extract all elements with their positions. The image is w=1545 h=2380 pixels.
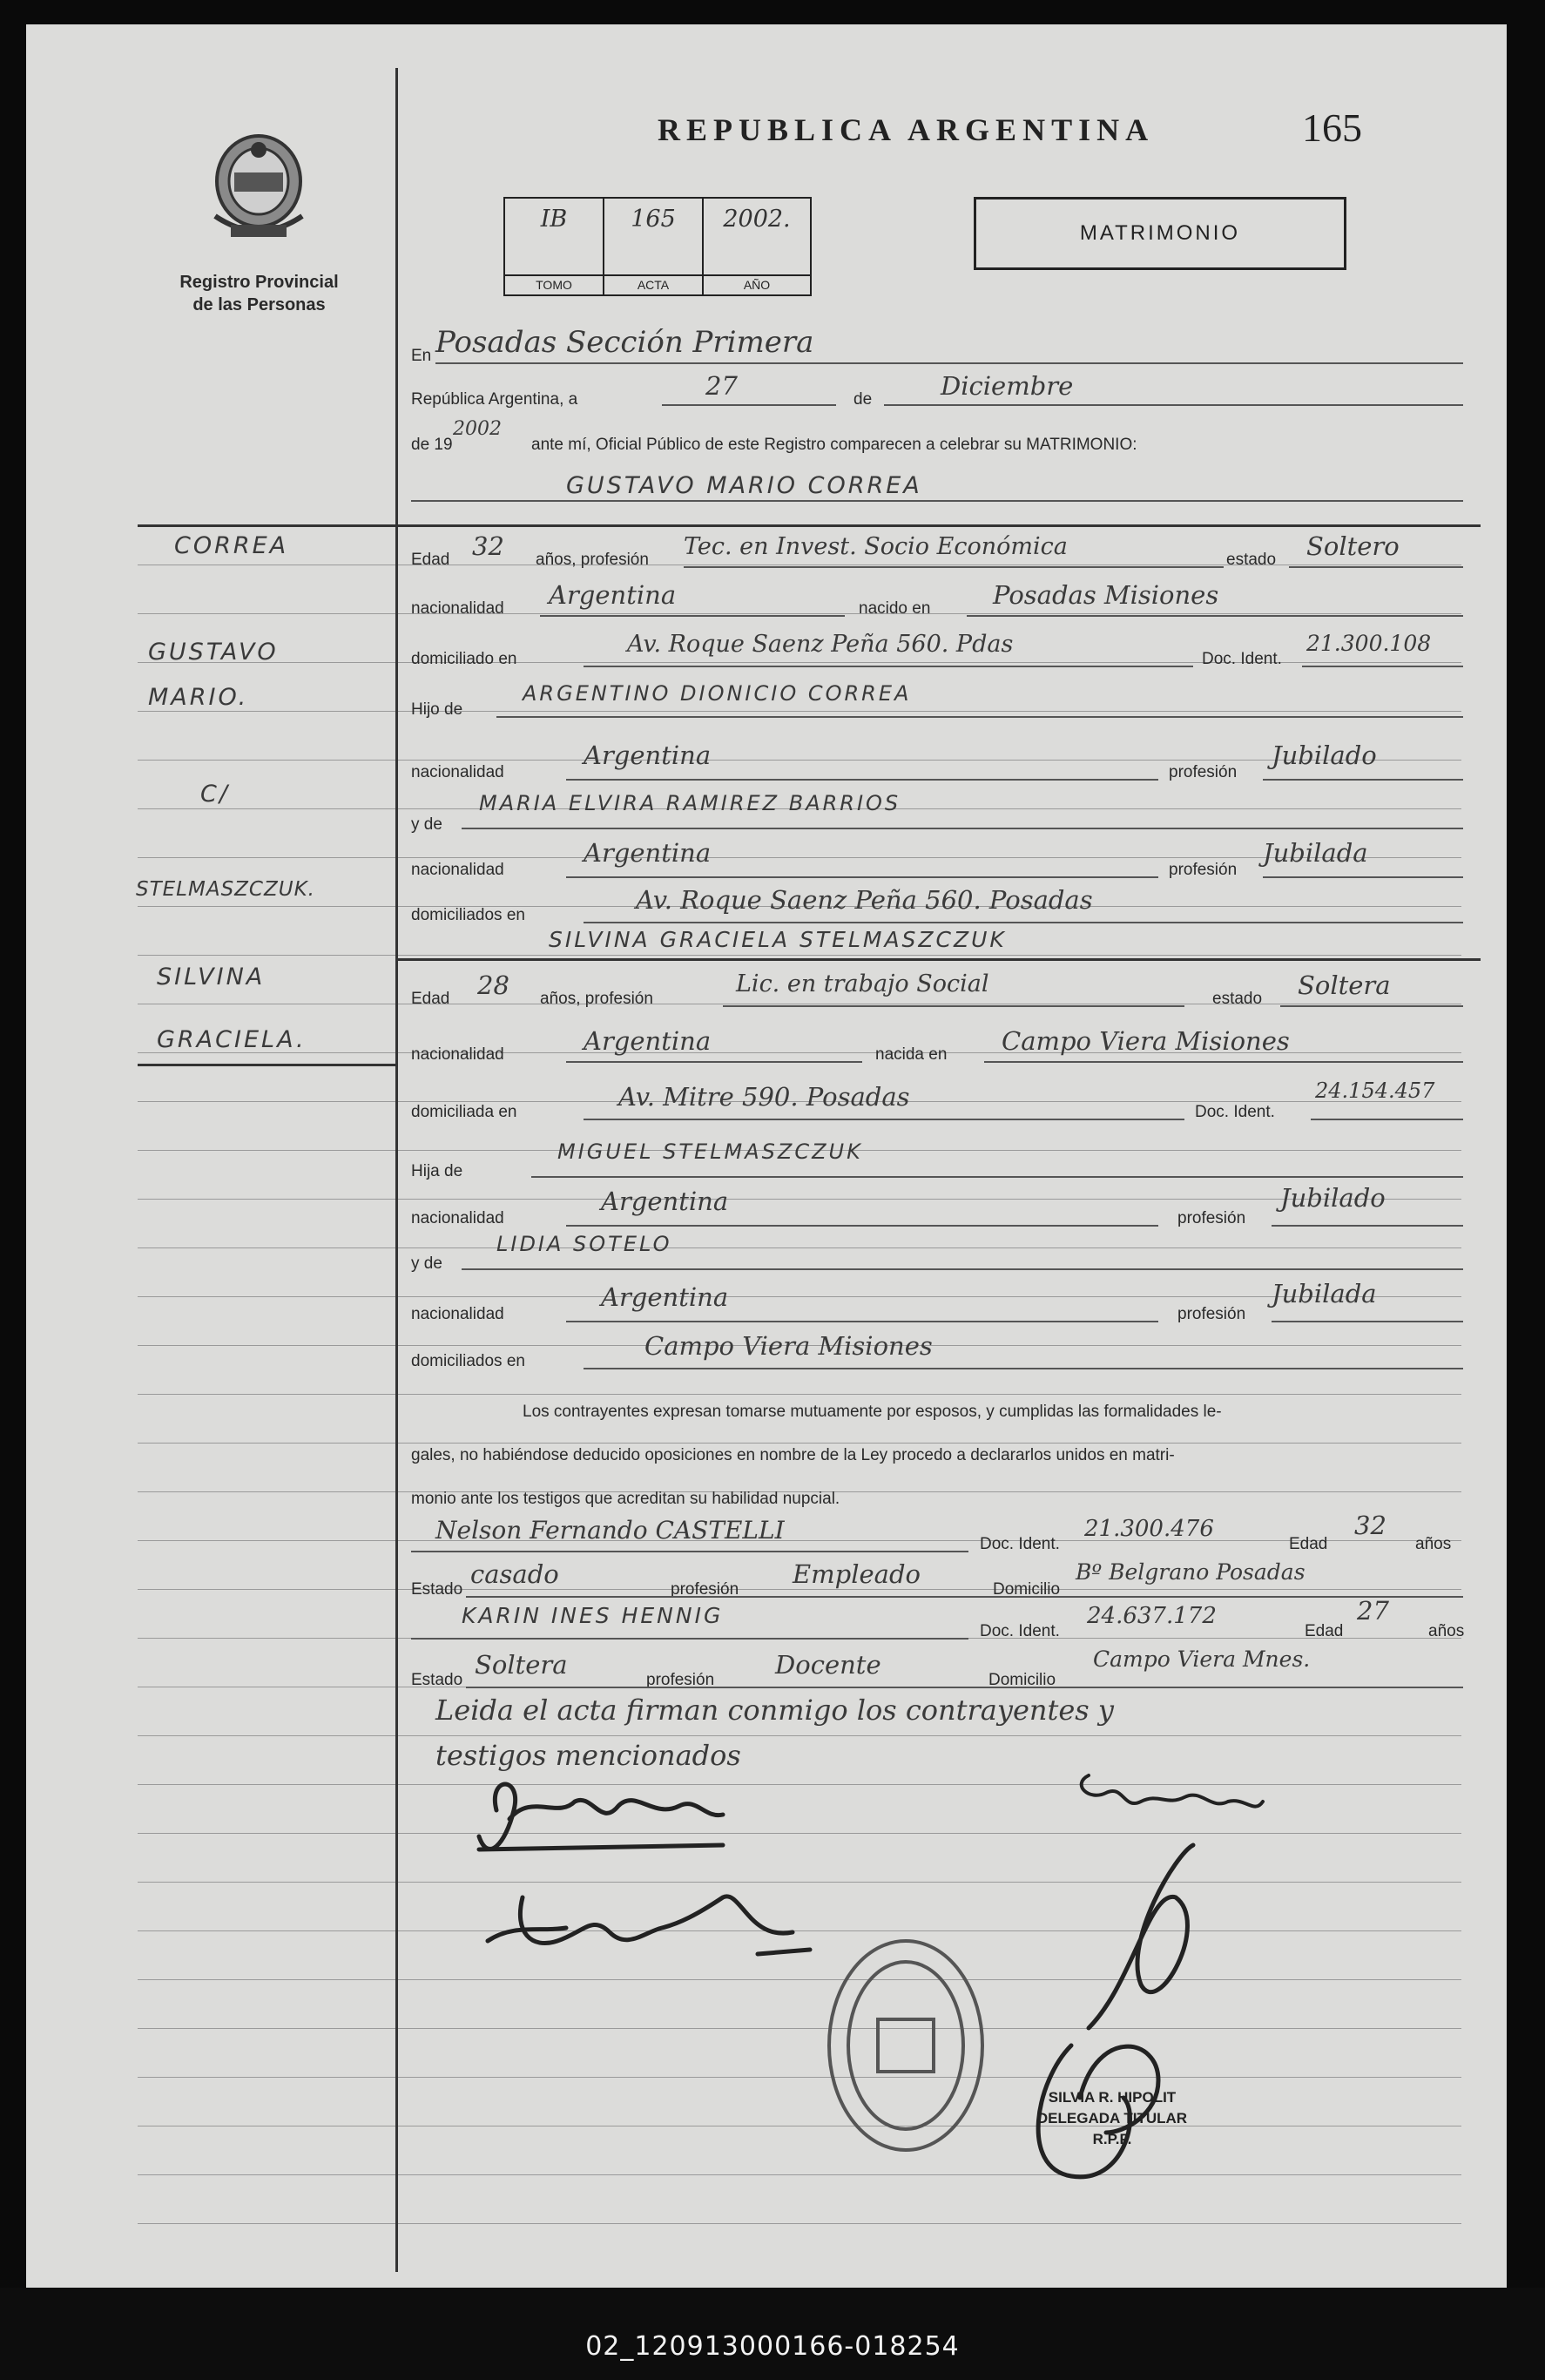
bride-doc-underline: [1311, 1119, 1463, 1120]
groom-father: ARGENTINO DIONICIO CORREA: [523, 681, 912, 706]
bride-birthplace-underline: [984, 1061, 1463, 1063]
groom-father-underline: [496, 716, 1463, 718]
year-value: 2002: [453, 418, 502, 440]
bride-estado: Soltera: [1298, 970, 1391, 1000]
ruled-line: [138, 1589, 1461, 1590]
declaration-line-3: monio ante los testigos que acreditan su habilidad nupcial.: [411, 1490, 840, 1508]
declaration-line-2: gales, no habiéndose deducido oposiciones en nombre de la Ley procedo a declararlos unidos en matri-: [411, 1446, 1175, 1464]
groom-domicilio-label: domiciliado en: [411, 650, 517, 668]
republica-label: República Argentina, a: [411, 390, 578, 409]
bride-estado-label: estado: [1212, 990, 1263, 1008]
de-label: de: [853, 390, 873, 409]
margin-surname-groom: CORREA: [174, 532, 289, 559]
acta-cell: [604, 199, 704, 294]
coat-of-arms-icon: [205, 131, 314, 253]
witness-1-edad-label: Edad: [1289, 1535, 1328, 1553]
ruled-line: [138, 1443, 1461, 1444]
bride-mother-profession: Jubilada: [1272, 1279, 1377, 1308]
groom-parents-dom-label: domiciliados en: [411, 906, 525, 924]
groom-name-underline: [411, 500, 1463, 502]
groom-father-prof-underline: [1263, 779, 1463, 781]
signature-groom: [479, 1784, 723, 1849]
groom-parents-address: Av. Roque Saenz Peña 560. Posadas: [636, 885, 1093, 915]
bride-hija-label: Hija de: [411, 1162, 463, 1180]
acta-label: ACTA: [604, 274, 702, 292]
bride-father-underline: [531, 1176, 1463, 1178]
place-underline: [435, 362, 1463, 364]
ruled-line: [138, 1540, 1461, 1541]
section-line-bride: [395, 958, 1481, 961]
closing-line-2: testigos mencionados: [435, 1739, 741, 1772]
ruled-line: [138, 711, 1461, 712]
witness-1-anos-label: años: [1415, 1535, 1452, 1553]
ruled-line: [138, 1199, 1461, 1200]
witness-1-name: Nelson Fernando CASTELLI: [435, 1516, 785, 1545]
groom-doc: 21.300.108: [1306, 631, 1432, 656]
groom-mother-nat-label: nacionalidad: [411, 861, 504, 879]
groom-father-nationality: Argentina: [584, 740, 712, 770]
witness-1-estado-label: Estado: [411, 1580, 463, 1599]
bride-y-de-label: y de: [411, 1254, 442, 1273]
bride-father-prof-underline: [1272, 1225, 1463, 1227]
margin-box-bottom: [138, 1064, 395, 1066]
witness-2-anos-label: años: [1428, 1622, 1465, 1640]
groom-hijo-label: Hijo de: [411, 700, 463, 719]
witness-2-details-underline: [466, 1687, 1463, 1688]
bride-doc: 24.154.457: [1315, 1078, 1435, 1103]
official-stamp-office: R.P.P.: [1092, 2131, 1132, 2147]
section-line-groom: [395, 524, 1481, 527]
witness-1-profession: Empleado: [793, 1559, 921, 1589]
bride-nacida-label: nacida en: [875, 1045, 948, 1064]
margin-firstname-bride: SILVINA: [157, 963, 266, 991]
signature-bride: [488, 1897, 810, 1954]
place-value: Posadas Sección Primera: [435, 325, 814, 360]
groom-mother: MARIA ELVIRA RAMIREZ BARRIOS: [479, 791, 901, 815]
bride-parents-address: Campo Viera Misiones: [644, 1331, 933, 1361]
record-reference-box: [503, 197, 812, 296]
official-stamp: [1021, 2087, 1204, 2150]
tomo-value: IB: [540, 206, 568, 233]
signature-witness-1: [1082, 1775, 1263, 1807]
groom-estado-label: estado: [1226, 551, 1277, 569]
official-stamp-name: SILVIA R. HIPOLIT: [1048, 2089, 1177, 2106]
groom-nationality: Argentina: [549, 580, 677, 610]
groom-y-de-label: y de: [411, 815, 442, 834]
scan-caption: 02_120913000166-018254: [585, 2331, 960, 2362]
groom-mother-prof-underline: [1263, 876, 1463, 878]
year-prefix-label: de 19: [411, 436, 453, 454]
signatures-area: [462, 1767, 1507, 2255]
groom-address-underline: [584, 666, 1193, 667]
witness-1-address: Bº Belgrano Posadas: [1076, 1559, 1305, 1585]
groom-birthplace-underline: [967, 615, 1463, 617]
groom-profesion-label: años, profesión: [536, 551, 649, 569]
ante-text: ante mí, Oficial Público de este Registro comparecen a celebrar su MATRIMONIO:: [531, 436, 1137, 454]
day-underline: [662, 404, 836, 406]
acta-value: 165: [631, 206, 676, 233]
declaration-line-1: Los contrayentes expresan tomarse mutuamente por esposos, y cumplidas las formalidades le-: [523, 1403, 1222, 1421]
bride-domicilio-label: domiciliada en: [411, 1103, 517, 1121]
witness-2-estado-label: Estado: [411, 1671, 463, 1689]
ruled-line: [138, 1735, 1461, 1736]
witness-1-profesion-label: profesión: [671, 1580, 739, 1599]
bride-father-nationality: Argentina: [601, 1187, 729, 1216]
country-title: REPUBLICA ARGENTINA: [658, 112, 1155, 147]
record-type-box: MATRIMONIO: [974, 197, 1346, 270]
bride-father-nat-underline: [566, 1225, 1158, 1227]
bride-edad-label: Edad: [411, 990, 450, 1008]
witness-2-doc: 24.637.172: [1087, 1603, 1217, 1629]
witness-2-name: KARIN INES HENNIG: [462, 1603, 724, 1628]
day-value: 27: [705, 371, 738, 401]
groom-nacido-label: nacido en: [859, 599, 931, 618]
bride-mother-nationality: Argentina: [601, 1282, 729, 1312]
witness-1-estado: casado: [470, 1559, 559, 1589]
margin-firstname-groom: GUSTAVO: [148, 639, 279, 666]
bride-father-prof-label: profesión: [1177, 1209, 1246, 1227]
groom-profession-underline: [684, 566, 1224, 568]
ruled-line: [138, 1247, 1461, 1248]
bride-mother-nat-underline: [566, 1321, 1158, 1322]
anio-value: 2002.: [723, 206, 791, 233]
margin-surname-bride: STELMASZCZUK.: [136, 878, 315, 901]
seal-stamp: [829, 1941, 982, 2150]
groom-birthplace: Posadas Misiones: [993, 580, 1219, 610]
bride-age: 28: [477, 970, 509, 1000]
groom-age: 32: [472, 531, 504, 561]
groom-mother-profession: Jubilada: [1263, 838, 1368, 868]
groom-mother-nat-underline: [566, 876, 1158, 878]
bride-profession-underline: [723, 1005, 1184, 1007]
bride-mother: LIDIA SOTELO: [496, 1232, 672, 1256]
witness-2-age: 27: [1357, 1596, 1389, 1626]
tomo-cell: [505, 199, 604, 294]
witness-2-name-underline: [411, 1638, 968, 1640]
witness-1-name-underline: [411, 1551, 968, 1552]
bride-nacionalidad-label: nacionalidad: [411, 1045, 504, 1064]
bride-father-profession: Jubilado: [1280, 1183, 1386, 1213]
anio-label: AÑO: [704, 274, 810, 292]
registry-name-line-2: de las Personas: [192, 295, 326, 314]
ruled-line: [138, 1296, 1461, 1297]
groom-father-profession: Jubilado: [1272, 740, 1377, 770]
bride-profesion-label: años, profesión: [540, 990, 653, 1008]
bride-mother-prof-label: profesión: [1177, 1305, 1246, 1323]
ruled-line: [138, 955, 1461, 956]
bride-full-name: SILVINA GRACIELA STELMASZCZUK: [549, 927, 1007, 952]
witness-1-doc: 21.300.476: [1084, 1516, 1214, 1542]
bride-profession: Lic. en trabajo Social: [736, 970, 989, 997]
bride-parents-dom-label: domiciliados en: [411, 1352, 525, 1370]
groom-mother-underline: [462, 828, 1463, 829]
bride-estado-underline: [1280, 1005, 1463, 1007]
witness-2-doc-label: Doc. Ident.: [980, 1622, 1060, 1640]
groom-doc-underline: [1302, 666, 1463, 667]
witness-1-domicilio-label: Domicilio: [993, 1580, 1061, 1599]
bride-mother-nat-label: nacionalidad: [411, 1305, 504, 1323]
witness-2-profession: Docente: [775, 1650, 881, 1680]
witness-2-edad-label: Edad: [1305, 1622, 1344, 1640]
groom-father-prof-label: profesión: [1169, 763, 1238, 781]
groom-full-name: GUSTAVO MARIO CORREA: [566, 472, 922, 499]
closing-line-1: Leida el acta firman conmigo los contrayentes y: [435, 1694, 1114, 1727]
witness-2-domicilio-label: Domicilio: [988, 1671, 1056, 1689]
month-value: Diciembre: [941, 371, 1074, 401]
bride-address: Av. Mitre 590. Posadas: [618, 1082, 910, 1112]
groom-father-nat-label: nacionalidad: [411, 763, 504, 781]
groom-nacionalidad-label: nacionalidad: [411, 599, 504, 618]
registry-name-line-1: Registro Provincial: [179, 273, 339, 292]
groom-doc-label: Doc. Ident.: [1202, 650, 1282, 668]
anio-cell: [704, 199, 810, 294]
witness-1-details-underline: [466, 1596, 1463, 1598]
ruled-line: [138, 613, 1461, 614]
groom-profession: Tec. en Invest. Socio Económica: [684, 533, 1068, 560]
month-underline: [884, 404, 1463, 406]
official-stamp-title: DELEGADA TITULAR: [1036, 2110, 1188, 2126]
groom-edad-label: Edad: [411, 551, 450, 569]
witness-1-doc-label: Doc. Ident.: [980, 1535, 1060, 1553]
groom-address: Av. Roque Saenz Peña 560. Pdas: [627, 631, 1014, 658]
groom-nationality-underline: [540, 615, 845, 617]
bride-address-underline: [584, 1119, 1184, 1120]
margin-connector: C/: [200, 781, 230, 808]
bride-birthplace: Campo Viera Misiones: [1002, 1026, 1290, 1056]
bride-doc-label: Doc. Ident.: [1195, 1103, 1275, 1121]
groom-estado-underline: [1289, 566, 1463, 568]
tomo-label: TOMO: [505, 274, 603, 292]
witness-2-profesion-label: profesión: [646, 1671, 715, 1689]
bride-nationality-underline: [566, 1061, 862, 1063]
witness-2-address: Campo Viera Mnes.: [1093, 1646, 1311, 1672]
bride-father: MIGUEL STELMASZCZUK: [557, 1139, 863, 1164]
bride-nationality: Argentina: [584, 1026, 712, 1056]
margin-middlename-groom: MARIO.: [148, 684, 249, 711]
registry-name: [157, 271, 361, 316]
en-label: En: [411, 347, 432, 365]
ruled-line: [138, 1394, 1461, 1395]
margin-middlename-bride: GRACIELA.: [157, 1026, 307, 1053]
groom-parents-address-underline: [584, 922, 1463, 923]
margin-divider: [395, 68, 398, 2272]
margin-box-top: [138, 524, 395, 527]
groom-estado: Soltero: [1306, 531, 1400, 561]
groom-mother-prof-label: profesión: [1169, 861, 1238, 879]
bride-mother-underline: [462, 1268, 1463, 1270]
registry-page: [26, 24, 1507, 2288]
witness-1-age: 32: [1354, 1511, 1386, 1540]
bride-mother-prof-underline: [1272, 1321, 1463, 1322]
groom-mother-nationality: Argentina: [584, 838, 712, 868]
bride-parents-address-underline: [584, 1368, 1463, 1369]
groom-father-nat-underline: [566, 779, 1158, 781]
page-number: 165: [1302, 105, 1362, 150]
ruled-line: [138, 760, 1461, 761]
bride-father-nat-label: nacionalidad: [411, 1209, 504, 1227]
witness-2-estado: Soltera: [475, 1650, 568, 1680]
